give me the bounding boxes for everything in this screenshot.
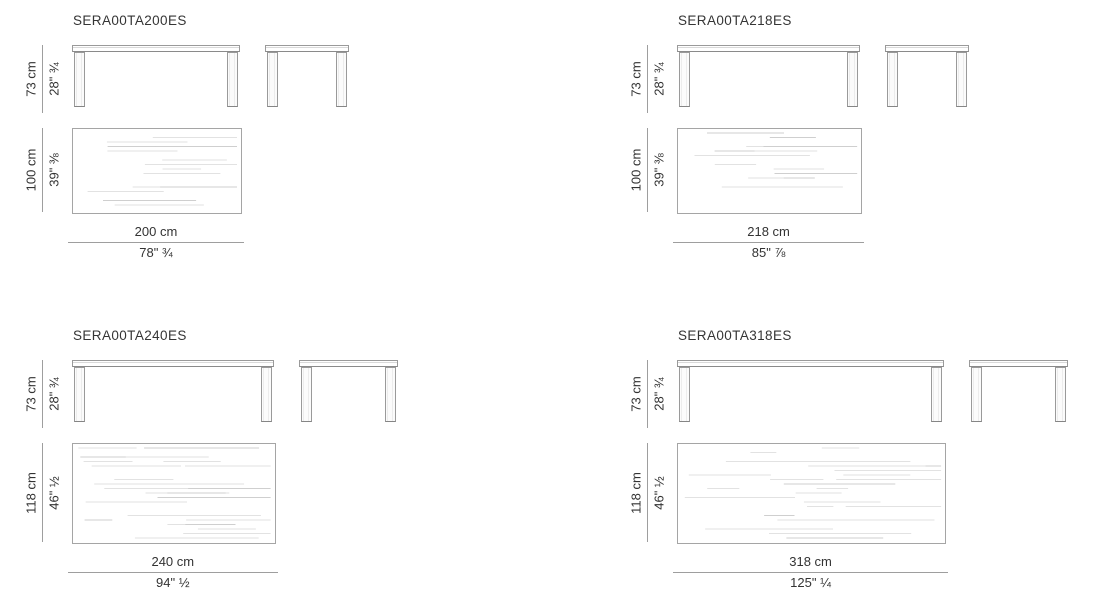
depth-inch-label: 46" ½: [651, 475, 667, 510]
tabletop-edge: [265, 45, 349, 52]
height-dimension: [627, 360, 669, 428]
depth-cm-label: 118 cm: [628, 471, 644, 514]
table-leg: [385, 367, 396, 422]
wood-grain-pattern: [678, 444, 943, 541]
dimension-line: [647, 360, 648, 428]
table-leg: [74, 367, 85, 422]
depth-cm-label: 100 cm: [23, 148, 39, 192]
top-plan-view: [677, 128, 862, 214]
table-leg: [261, 367, 272, 422]
height-inch-label: 28" ¾: [46, 377, 62, 411]
table-leg: [679, 52, 690, 107]
depth-dimension: [22, 128, 64, 212]
width-cm-label: 200 cm: [134, 224, 178, 239]
depth-dimension: [627, 443, 669, 542]
width-dimension: [673, 224, 864, 261]
height-dimension: [627, 45, 669, 113]
height-cm-label: 73 cm: [628, 376, 644, 412]
table-leg: [931, 367, 942, 422]
height-inch-label: 28" ¾: [651, 377, 667, 411]
tabletop-edge: [969, 360, 1068, 367]
table-leg: [679, 367, 690, 422]
width-inch-label: 125" ¼: [790, 575, 831, 591]
width-inch-label: 85" ⅞: [751, 245, 786, 260]
table-leg: [971, 367, 982, 422]
dimension-line: [68, 242, 244, 243]
top-plan-view: [72, 128, 242, 214]
table-leg: [267, 52, 278, 107]
height-cm-label: 73 cm: [23, 376, 39, 412]
dimension-line: [42, 443, 43, 542]
depth-dimension: [22, 443, 64, 542]
wood-grain-pattern: [678, 129, 859, 211]
product-panel-sera00ta318es: [627, 327, 1093, 609]
side-elevation-view: [969, 360, 1068, 422]
height-inch-label: 28" ¾: [651, 62, 667, 96]
tabletop-edge: [677, 45, 860, 52]
depth-cm-label: 100 cm: [628, 148, 644, 192]
front-elevation-view: [72, 45, 240, 107]
table-leg: [336, 52, 347, 107]
product-panel-sera00ta218es: [627, 12, 1093, 302]
width-inch-label: 94" ½: [156, 575, 190, 591]
width-cm-label: 218 cm: [747, 224, 790, 239]
dimension-line: [647, 443, 648, 542]
height-cm-label: 73 cm: [628, 61, 644, 97]
product-code: SERA00TA318ES: [678, 328, 792, 343]
dimension-line: [42, 360, 43, 428]
product-code: SERA00TA200ES: [73, 13, 187, 28]
wood-grain-pattern: [73, 444, 273, 541]
dimension-line: [42, 45, 43, 113]
width-dimension: [673, 554, 948, 591]
table-leg: [74, 52, 85, 107]
tabletop-edge: [72, 45, 240, 52]
width-cm-label: 240 cm: [151, 554, 195, 570]
tabletop-edge: [299, 360, 398, 367]
width-dimension: [68, 554, 278, 591]
table-leg: [956, 52, 967, 107]
width-dimension: [68, 224, 244, 261]
depth-cm-label: 118 cm: [23, 471, 39, 514]
depth-inch-label: 39" ⅜: [46, 153, 62, 187]
dimension-line: [647, 128, 648, 212]
height-dimension: [22, 45, 64, 113]
depth-inch-label: 46" ½: [46, 475, 62, 510]
height-dimension: [22, 360, 64, 428]
depth-dimension: [627, 128, 669, 212]
top-plan-view: [677, 443, 946, 544]
tabletop-edge: [885, 45, 969, 52]
table-leg: [1055, 367, 1066, 422]
front-elevation-view: [677, 360, 944, 422]
top-plan-view: [72, 443, 276, 544]
width-inch-label: 78" ¾: [139, 245, 173, 260]
tabletop-edge: [72, 360, 274, 367]
dimension-line: [68, 572, 278, 573]
dimension-line: [673, 242, 864, 243]
height-inch-label: 28" ¾: [46, 62, 62, 96]
product-panel-sera00ta240es: [22, 327, 488, 609]
product-code: SERA00TA218ES: [678, 13, 792, 28]
depth-inch-label: 39" ⅜: [651, 153, 667, 187]
dimension-line: [42, 128, 43, 212]
width-cm-label: 318 cm: [789, 554, 832, 570]
front-elevation-view: [72, 360, 274, 422]
product-code: SERA00TA240ES: [73, 328, 187, 343]
front-elevation-view: [677, 45, 860, 107]
table-leg: [887, 52, 898, 107]
table-leg: [847, 52, 858, 107]
table-leg: [301, 367, 312, 422]
wood-grain-pattern: [73, 129, 239, 211]
product-panel-sera00ta200es: [22, 12, 488, 302]
side-elevation-view: [885, 45, 969, 107]
dimension-line: [647, 45, 648, 113]
dimension-line: [673, 572, 948, 573]
table-leg: [227, 52, 238, 107]
side-elevation-view: [265, 45, 349, 107]
side-elevation-view: [299, 360, 398, 422]
height-cm-label: 73 cm: [23, 61, 39, 97]
tabletop-edge: [677, 360, 944, 367]
